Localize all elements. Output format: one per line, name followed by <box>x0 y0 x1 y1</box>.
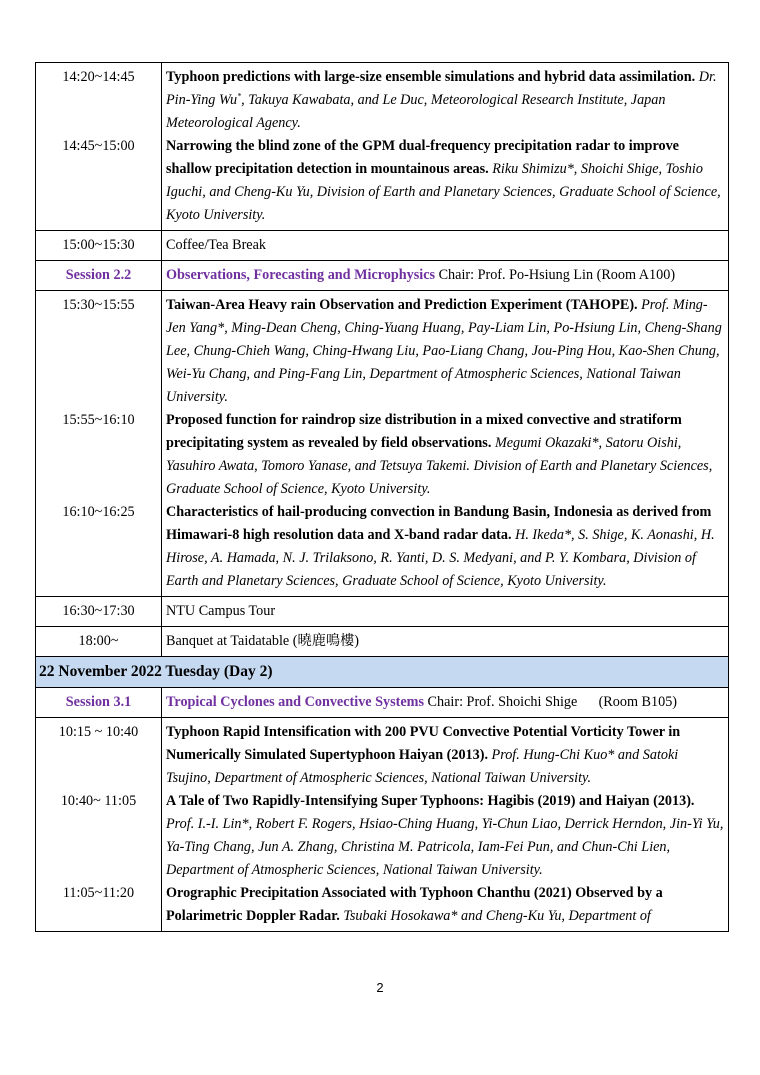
event-cell: Banquet at Taidatable (曉鹿鳴樓) <box>162 627 729 657</box>
session-label: Session 3.1 <box>36 688 162 718</box>
talk-entry <box>166 135 724 227</box>
talk-entry <box>166 721 724 790</box>
time-cell: 18:00~ <box>36 627 162 657</box>
talks-cell <box>162 63 729 231</box>
author-lead: Dr. Pin-Ying Wu <box>166 69 717 108</box>
talk-title: Narrowing the blind zone of the GPM dual-frequency precipitation radar to improve shallow precipitation detection in mountainous areas. <box>166 138 679 177</box>
event-cell: Coffee/Tea Break <box>162 231 729 261</box>
time-cell: 16:30~17:30 <box>36 597 162 627</box>
schedule-row-tour <box>36 597 729 627</box>
event-cell: NTU Campus Tour <box>162 597 729 627</box>
talk-authors: Prof. Hung-Chi Kuo* and Satoki Tsujino, Department of Atmospheric Sciences, National Taiwan University. <box>166 747 679 786</box>
schedule-row-block3 <box>36 718 729 932</box>
time-slot: 10:15 ~ 10:40 <box>58 724 139 740</box>
time-slot: 11:05~11:20 <box>62 885 135 901</box>
talk-authors: Prof. Ming-Jen Yang*, Ming-Dean Cheng, Ching-Yuang Huang, Pay-Liam Lin, Po-Hsiung Lin, Cheng-Shang Lee, Chung-Chieh Wang, Ching-Hwang Liu, Pao-Liang Chang, Jou-Ping Hou, Kao-Shen Chung, Wei-Yu Chang, and Ping-Fang Lin, Department of Atmospheric Sciences, National Taiwan University. <box>166 297 722 405</box>
talk-title: Typhoon Rapid Intensification with 200 PVU Convective Potential Vorticity Tower in Numerically Simulated Supertyphoon Haiyan (2013). <box>166 724 681 763</box>
talk-entry <box>166 882 724 928</box>
day-header-row <box>36 657 729 688</box>
session-title: Tropical Cyclones and Convective Systems <box>166 694 424 710</box>
time-slot: 15:30~15:55 <box>62 297 135 313</box>
talk-title: Proposed function for raindrop size distribution in a mixed convective and stratiform precipitating system as revealed by field observations. <box>166 412 682 451</box>
talk-entry <box>166 66 724 135</box>
talk-title: Orographic Precipitation Associated with Typhoon Chanthu (2021) Observed by a Polarimetric Doppler Radar. <box>166 885 663 924</box>
time-slot: 16:10~16:25 <box>62 504 135 520</box>
day-title: 22 November 2022 Tuesday (Day 2) <box>36 657 729 688</box>
talk-title: Taiwan-Area Heavy rain Observation and Prediction Experiment (TAHOPE). <box>166 297 638 313</box>
talk-authors: Riku Shimizu*, Shoichi Shige, Toshio Iguchi, and Cheng-Ku Yu, Division of Earth and Planetary Sciences, Graduate School of Science, Kyoto University. <box>166 161 721 223</box>
time-slot: 15:55~16:10 <box>62 412 135 428</box>
time-cell <box>36 291 162 597</box>
session-chair: Chair: Prof. Po-Hsiung Lin (Room A100) <box>435 267 676 283</box>
talks-cell <box>162 718 729 932</box>
time-cell <box>36 63 162 231</box>
time-slot: 10:40~ 11:05 <box>60 793 137 809</box>
author-mark: * <box>237 91 242 101</box>
time-cell: 15:00~15:30 <box>36 231 162 261</box>
talk-authors: H. Ikeda*, S. Shige, K. Aonashi, H. Hirose, A. Hamada, N. J. Trilaksono, R. Yanti, D. S. Medyani, and P. Y. Kombara, Division of Earth and Planetary Sciences, Graduate School of Science, Kyoto University. <box>166 527 715 589</box>
author-rest: , Takuya Kawabata, and Le Duc, Meteorological Research Institute, Japan Meteorological Agency. <box>166 92 666 131</box>
schedule-row-block1 <box>36 63 729 231</box>
time-slot: 14:45~15:00 <box>62 138 135 154</box>
talk-authors: Prof. I.-I. Lin*, Robert F. Rogers, Hsiao-Ching Huang, Yi-Chun Liao, Derrick Herndon, Jin-Yi Yu, Ya-Ting Chang, Jun A. Zhang, Christina M. Patricola, Iam-Fei Pun, and Chun-Chi Lien, Department of Atmospheric Sciences, National Taiwan University. <box>166 816 724 878</box>
talk-authors: Tsubaki Hosokawa* and Cheng-Ku Yu, Department of <box>343 908 651 924</box>
talk-entry <box>166 501 724 593</box>
talks-cell <box>162 291 729 597</box>
time-slot: 14:20~14:45 <box>62 69 135 85</box>
session-chair: Chair: Prof. Shoichi Shige (Room B105) <box>424 694 678 710</box>
session-header-row <box>36 688 729 718</box>
page-number: 2 <box>376 980 384 995</box>
talk-authors: Megumi Okazaki*, Satoru Oishi, Yasuhiro Awata, Tomoro Yanase, and Tetsuya Takemi. Division of Earth and Planetary Sciences, Graduate School of Science, Kyoto University. <box>166 435 713 497</box>
talk-entry <box>166 294 724 409</box>
schedule-table <box>35 62 729 932</box>
talk-title: Characteristics of hail-producing convection in Bandung Basin, Indonesia as derived from Himawari-8 high resolution data and X-band radar data. <box>166 504 712 543</box>
schedule-row-block2 <box>36 291 729 597</box>
schedule-row-banquet <box>36 627 729 657</box>
session-title: Observations, Forecasting and Microphysics <box>166 267 436 283</box>
talk-title: A Tale of Two Rapidly-Intensifying Super Typhoons: Hagibis (2019) and Haiyan (2013). <box>166 793 695 809</box>
session-info <box>162 261 729 291</box>
talk-title: Typhoon predictions with large-size ensemble simulations and hybrid data assimilation. <box>166 69 696 85</box>
talk-entry <box>166 409 724 501</box>
time-cell <box>36 718 162 932</box>
schedule-row-break <box>36 231 729 261</box>
session-header-row <box>36 261 729 291</box>
talk-entry <box>166 790 724 882</box>
session-label: Session 2.2 <box>36 261 162 291</box>
session-info <box>162 688 729 718</box>
